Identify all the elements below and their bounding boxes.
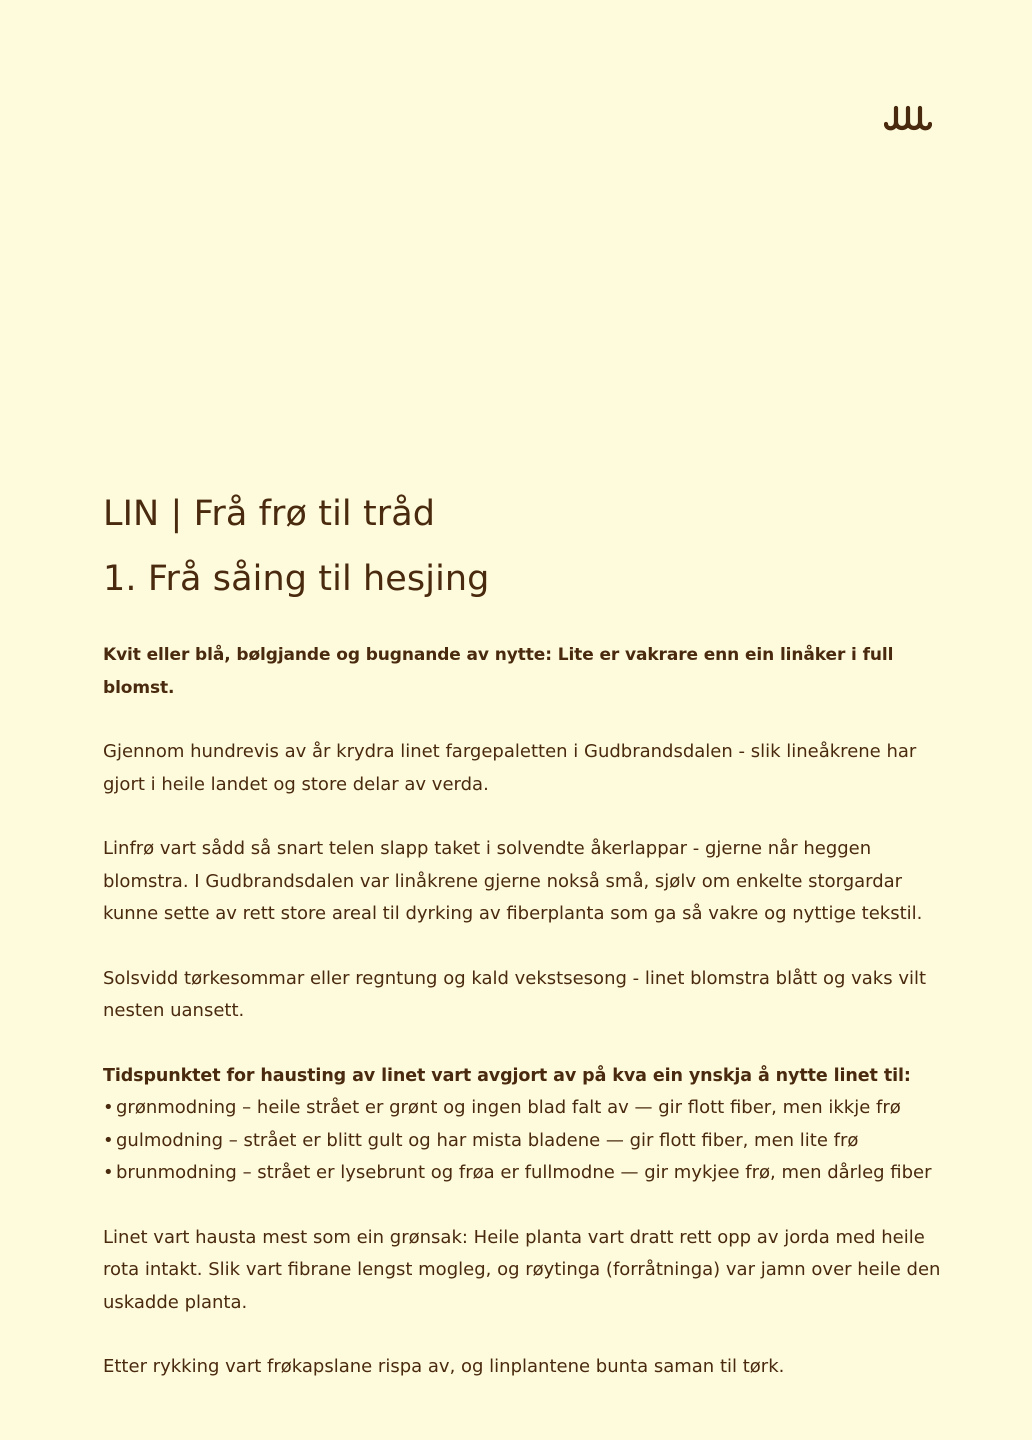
list-item-text: gulmodning – strået er blitt gult og har mista bladene — gir flott fiber, men lite frø [116, 1129, 859, 1151]
body-paragraph: Gjennom hundrevis av år krydra linet fargepaletten i Gudbrandsdalen - slik lineåkrene har gjort i heile landet og store delar av verda. [103, 741, 917, 795]
museum-logo-icon [884, 104, 932, 132]
list-item [103, 1092, 943, 1125]
bullet: • [103, 1129, 114, 1151]
bullet: • [103, 1097, 114, 1118]
bullet: • [103, 1162, 114, 1183]
body-paragraph: Solsvidd tørkesommar eller regntung og kald vekstsesong - linet blomstra blått og vaks vilt nesten uansett. [103, 967, 927, 1021]
list-item [103, 1125, 943, 1158]
section-heading: 1. Frå såing til hesjing [103, 559, 490, 599]
lead-paragraph: Kvit eller blå, bølgjande og bugnande av nytte: Lite er vakrare enn ein linåker i full blomst. [103, 645, 894, 698]
list-item-text: brunmodning – strået er lysebrunt og frøa er fullmodne — gir mykjee frø, men dårleg fiber [116, 1162, 932, 1183]
body-paragraph: Etter rykking vart frøkapslane rispa av, og linplantene bunta saman til tørk. [103, 1356, 785, 1377]
harvest-heading: Tidspunktet for hausting av linet vart avgjort av på kva ein ynskja å nytte linet til: [103, 1065, 911, 1086]
list-item [103, 1157, 943, 1190]
list-item-text: grønmodning – heile strået er grønt og ingen blad falt av — gir flott fiber, men ikkje frø [116, 1097, 901, 1118]
body-paragraph: Linet vart hausta mest som ein grønsak: Heile planta vart dratt rett opp av jorda med heile rota intakt. Slik vart fibrane lengst mogleg, og røytinga (forråtninga) var jamn over heile den uskadde planta. [103, 1226, 941, 1313]
harvest-section [103, 1060, 943, 1190]
page-title: LIN | Frå frø til tråd [103, 494, 436, 534]
body-paragraph: Linfrø vart sådd så snart telen slapp taket i solvendte åkerlappar - gjerne når heggen blomstra. I Gudbrandsdalen var linåkrene gjerne nokså små, sjølv om enkelte storgardar kunne sette av rett store areal til dyrking av fiberplanta som ga så vakre og nyttige tekstil. [103, 838, 923, 924]
article [103, 488, 943, 1384]
harvest-stage-list [103, 1092, 943, 1190]
